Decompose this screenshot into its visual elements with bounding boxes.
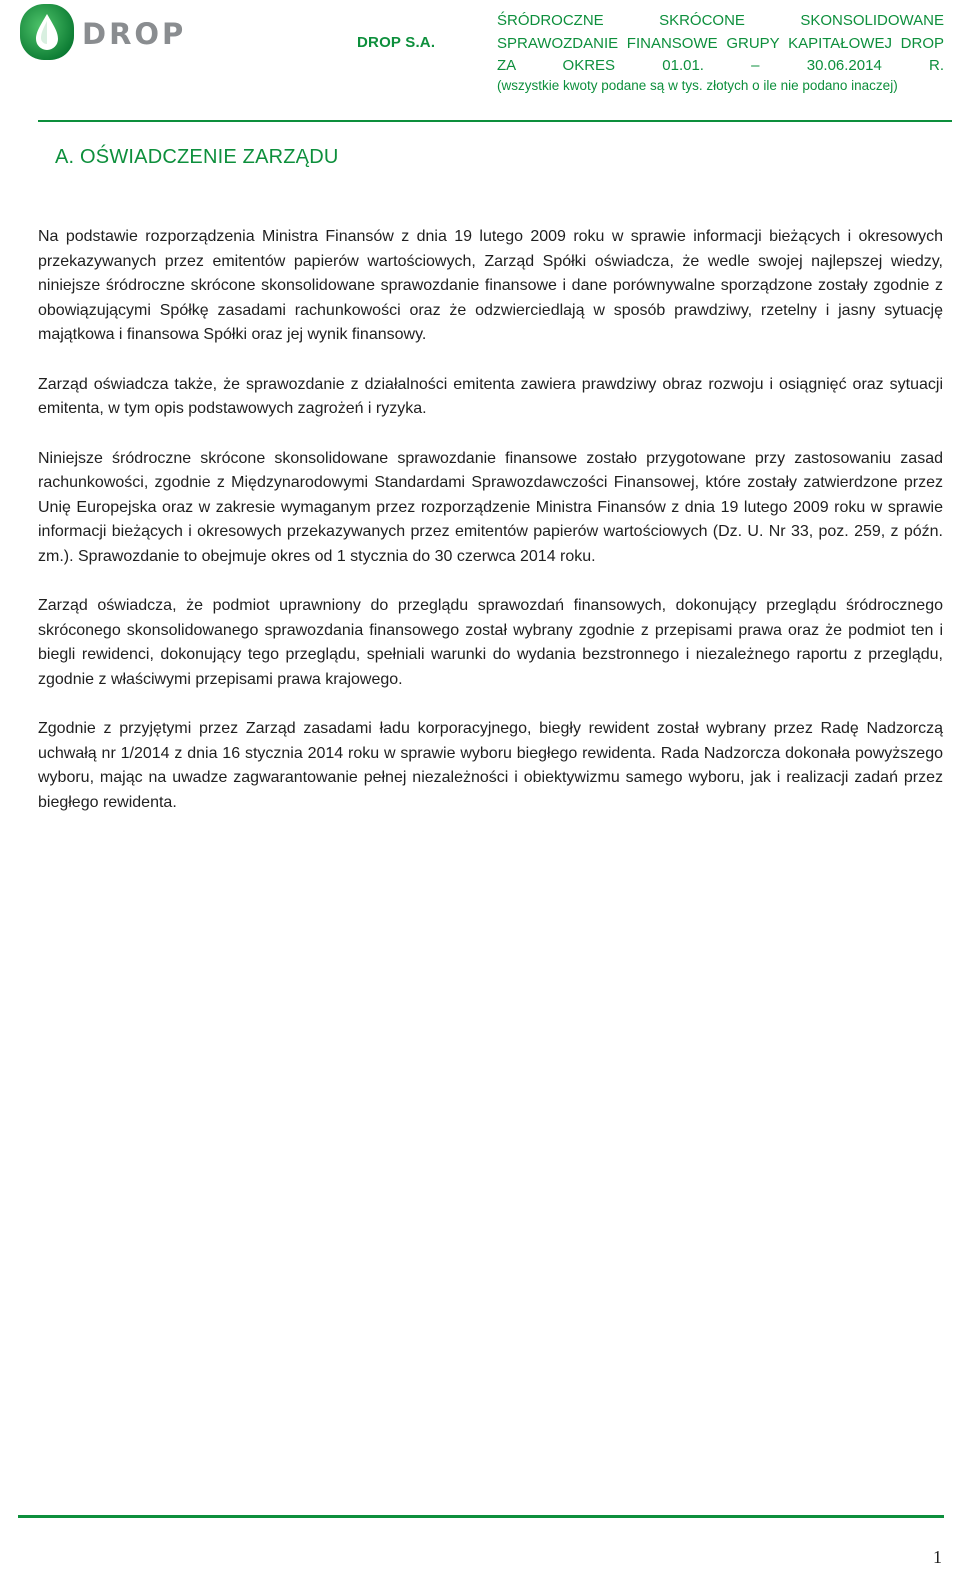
report-title-line: ZA OKRES 01.01. – 30.06.2014 R. — [497, 57, 944, 74]
page-number: 1 — [933, 1547, 942, 1567]
footer-divider — [18, 1515, 944, 1518]
report-title — [497, 10, 944, 78]
statement-body — [38, 225, 943, 840]
paragraph: Zgodnie z przyjętymi przez Zarząd zasadami ładu korporacyjnego, biegły rewident został wybrany przez Radę Nadzorczą uchwałą nr 1/2014 z dnia 16 stycznia 2014 roku w sprawie wyboru biegłego rewidenta. Rada Nadzorcza dokonała powyższego wyboru, mając na uwadze zagwarantowanie pełnej niezależności i obiektywizmu samego wyboru, jak i realizacji zadań przez biegłego rewidenta. — [38, 720, 943, 811]
paragraph: Na podstawie rozporządzenia Ministra Finansów z dnia 19 lutego 2009 roku w sprawie informacji bieżących i okresowych przekazywanych przez emitentów papierów wartościowych, Zarząd Spółki oświadcza, że wedle swojej najlepszej wiedzy, niniejsze śródroczne skrócone skonsolidowane sprawozdanie finansowe i dane porównywalne sporządzone zostały zgodnie z obowiązującymi Spółkę zasadami rachunkowości oraz że odzwierciedlają w sposób prawdziwy, rzetelny i jasny sytuację majątkowa i finansowa Spółki oraz jej wynik finansowy. — [38, 228, 943, 343]
svg-text:DROP: DROP — [82, 17, 187, 51]
header-divider — [38, 120, 952, 122]
report-title-line: SPRAWOZDANIE FINANSOWE GRUPY KAPITAŁOWEJ DROP — [497, 34, 944, 52]
paragraph: Niniejsze śródroczne skrócone skonsolidowane sprawozdanie finansowe zostało przygotowane przy zastosowaniu zasad rachunkowości, zgodnie z Międzynarodowymi Standardami Sprawozdawczości Finansowej, które zostały zatwierdzone przez Unię Europejska oraz w zakresie wymaganym przez rozporządzenie Ministra Finansów z dnia 19 lutego 2009 roku w sprawie informacji bieżących i okresowych przekazywanych przez emitentów papierów wartościowych (Dz. U. Nr 33, poz. 259, z późn. zm.). Sprawozdanie to obejmuje okres od 1 stycznia do 30 czerwca 2014 roku. — [38, 449, 943, 565]
amounts-note: (wszystkie kwoty podane są w tys. złotych o ile nie podano inaczej) — [497, 78, 898, 93]
paragraph: Zarząd oświadcza także, że sprawozdanie z działalności emitenta zawiera prawdziwy obraz rozwoju i osiągnięć oraz sytuacji emitenta, w tym opis podstawowych zagrożeń i ryzyka. — [38, 375, 943, 417]
report-title-line: ŚRÓDROCZNE SKRÓCONE SKONSOLIDOWANE — [497, 12, 944, 29]
section-heading: A. OŚWIADCZENIE ZARZĄDU — [55, 146, 339, 168]
company-name: DROP S.A. — [357, 34, 436, 51]
page-header — [0, 0, 960, 122]
paragraph: Zarząd oświadcza, że podmiot uprawniony do przeglądu sprawozdań finansowych, dokonujący przeglądu śródrocznego skróconego skonsolidowanego sprawozdania finansowego został wybrany zgodnie z przepisami prawa oraz że podmiot ten i biegli rewidenci, dokonujący tego przeglądu, spełniali warunki do wydania bezstronnego i niezależnego raportu z przeglądu, zgodnie z właściwymi przepisami prawa krajowego. — [38, 597, 943, 688]
drop-logo — [18, 2, 193, 62]
